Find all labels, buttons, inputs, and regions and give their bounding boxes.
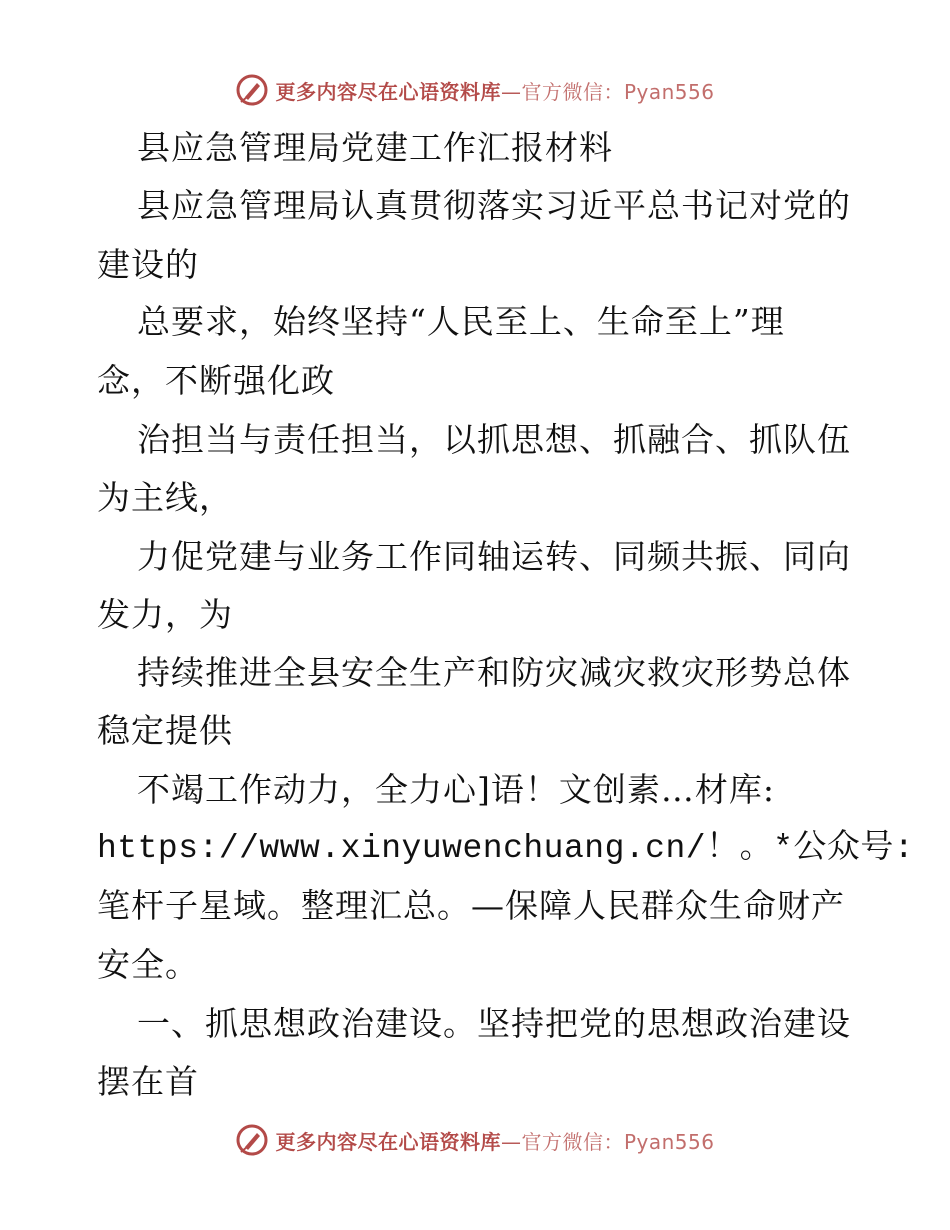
banner-separator: — [500, 79, 522, 104]
doc-line: 治担当与责任担当，以抓思想、抓融合、抓队伍 [137, 420, 851, 459]
doc-line: 力促党建与业务工作同轴运转、同频共振、同向 [137, 537, 851, 576]
doc-title: 县应急管理局党建工作汇报材料 [137, 128, 613, 167]
pen-logo-icon [235, 1123, 269, 1157]
doc-line: 念，不断强化政 [97, 361, 335, 400]
doc-line: 持续推进全县安全生产和防灾减灾救灾形势总体 [137, 653, 851, 692]
doc-line: 县应急管理局认真贯彻落实习近平总书记对党的 [137, 186, 851, 225]
doc-line: 建设的 [97, 245, 199, 284]
banner-wechat: 官方微信：Pyan556 [521, 79, 715, 104]
footer-watermark-banner [0, 1120, 950, 1160]
doc-line: 摆在首 [97, 1062, 199, 1101]
doc-line: 安全。 [97, 945, 199, 984]
header-watermark-banner [0, 70, 950, 110]
doc-line: 为主线， [97, 478, 233, 517]
banner-wechat: 官方微信：Pyan556 [521, 1129, 715, 1154]
doc-line: 笔杆子星域。整理汇总。—保障人民群众生命财产 [97, 886, 845, 925]
banner-brand: 更多内容尽在心语资料库 [275, 1129, 501, 1154]
banner-brand: 更多内容尽在心语资料库 [275, 79, 501, 104]
doc-line: 不竭工作动力，全力心]语！文创素…材库: [137, 770, 775, 809]
doc-line: 稳定提供 [97, 711, 233, 750]
doc-line: 总要求，始终坚持“人民至上、生命至上”理 [137, 302, 785, 341]
doc-line: 发力，为 [97, 595, 233, 634]
pen-logo-icon [235, 73, 269, 107]
doc-line: https://www.xinyuwenchuang.cn/！。*公众号: [97, 830, 915, 867]
doc-line: 一、抓思想政治建设。坚持把党的思想政治建设 [137, 1004, 851, 1043]
banner-separator: — [500, 1129, 522, 1154]
